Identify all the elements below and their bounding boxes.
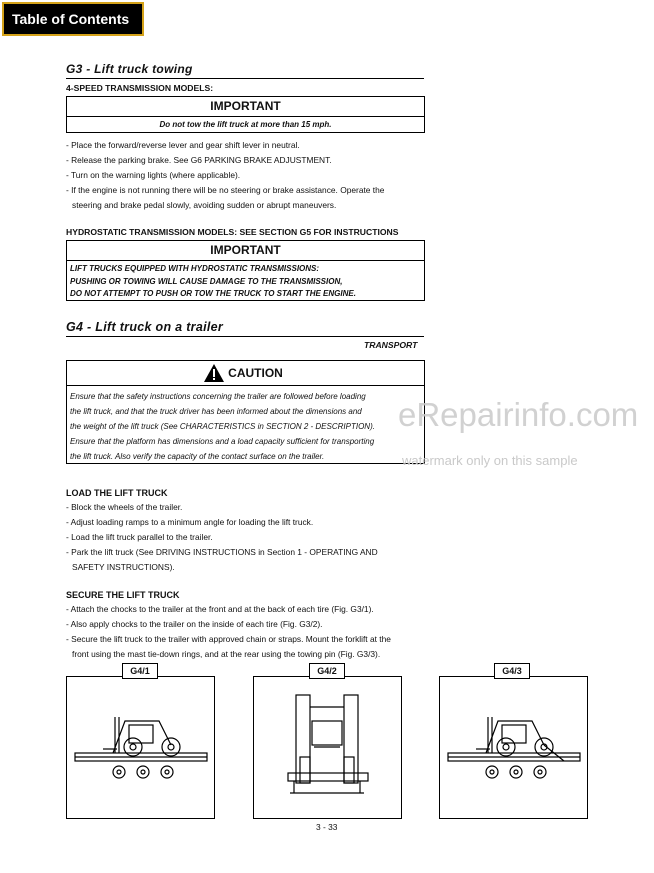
watermark-site: eRepairinfo.com — [398, 396, 639, 433]
figure-g4-1 — [66, 676, 215, 819]
forklift-side-trailer-illustration — [440, 677, 587, 818]
forklift-rear-trailer-illustration — [254, 677, 401, 818]
caution-line: Ensure that the safety instructions concerning the trailer are followed before loading — [70, 392, 366, 401]
important-text: Do not tow the lift truck at more than 15 mph. — [159, 120, 332, 129]
list-item: - Release the parking brake. See G6 PARKING BRAKE ADJUSTMENT. — [66, 155, 332, 165]
table-of-contents-button[interactable]: Table of Contents — [2, 2, 144, 36]
figure-g4-2 — [253, 676, 402, 819]
important-heading: IMPORTANT — [67, 97, 424, 117]
page-number: 3 - 33 — [316, 822, 338, 832]
important-line: DO NOT ATTEMPT TO PUSH OR TOW THE TRUCK TO START THE ENGINE. — [70, 289, 356, 298]
hydrostatic-subheading: HYDROSTATIC TRANSMISSION MODELS: SEE SECTION G5 FOR INSTRUCTIONS — [66, 227, 399, 237]
caution-header — [67, 361, 424, 386]
important-hydrostatic-text — [67, 261, 424, 303]
load-heading: LOAD THE LIFT TRUCK — [66, 488, 168, 498]
watermark-note: watermark only on this sample — [402, 453, 578, 468]
list-item: - Turn on the warning lights (where applicable). — [66, 170, 241, 180]
caution-heading: CAUTION — [228, 366, 283, 380]
important-line: LIFT TRUCKS EQUIPPED WITH HYDROSTATIC TRANSMISSIONS: — [70, 264, 320, 273]
figure-label: G4/2 — [309, 663, 345, 679]
important-box-towing — [66, 96, 425, 133]
forklift-side-trailer-illustration — [67, 677, 214, 818]
list-item: - Secure the lift truck to the trailer with approved chain or straps. Mount the forklift at the — [66, 634, 391, 644]
figure-g4-3 — [439, 676, 588, 819]
list-item: - Adjust loading ramps to a minimum angle for loading the lift truck. — [66, 517, 314, 527]
g3-steps-list — [66, 138, 384, 213]
caution-line: the lift truck. Also verify the capacity of the contact surface on the trailer. — [70, 452, 325, 461]
caution-box — [66, 360, 425, 464]
g3-subheading: 4-SPEED TRANSMISSION MODELS: — [66, 83, 214, 93]
important-box-hydrostatic — [66, 240, 425, 301]
list-item: SAFETY INSTRUCTIONS). — [72, 562, 175, 572]
g4-section-title: G4 - Lift truck on a trailer — [66, 320, 224, 334]
list-item: - Load the lift truck parallel to the trailer. — [66, 532, 213, 542]
g4-title-rule — [66, 336, 424, 337]
secure-steps-list — [66, 602, 391, 662]
figure-label: G4/1 — [122, 663, 158, 679]
list-item: front using the mast tie-down rings, and at the rear using the towing pin (Fig. G3/3). — [72, 649, 381, 659]
caution-line: the weight of the lift truck (See CHARACTERISTICS in SECTION 2 - DESCRIPTION). — [70, 422, 375, 431]
figure-label: G4/3 — [494, 663, 530, 679]
list-item: steering and brake pedal slowly, avoiding sudden or abrupt maneuvers. — [72, 200, 337, 210]
important-heading: IMPORTANT — [67, 241, 424, 261]
caution-line: Ensure that the platform has dimensions and a load capacity sufficient for transporting — [70, 437, 375, 446]
list-item: - Attach the chocks to the trailer at the front and at the back of each tire (Fig. G3/1). — [66, 604, 374, 614]
list-item: - Park the lift truck (See DRIVING INSTRUCTIONS in Section 1 - OPERATING AND — [66, 547, 378, 557]
caution-line: the lift truck, and that the truck driver has been informed about the dimensions and — [70, 407, 362, 416]
caution-text — [67, 386, 424, 466]
transport-label: TRANSPORT — [364, 340, 418, 350]
list-item: - If the engine is not running there will be no steering or brake assistance. Operate the — [66, 185, 385, 195]
list-item: - Place the forward/reverse lever and gear shift lever in neutral. — [66, 140, 300, 150]
important-line: PUSHING OR TOWING WILL CAUSE DAMAGE TO THE TRANSMISSION, — [70, 276, 343, 286]
load-steps-list — [66, 500, 378, 575]
list-item: - Also apply chocks to the trailer on the inside of each tire (Fig. G3/2). — [66, 619, 323, 629]
g3-title-rule — [66, 78, 424, 79]
warning-triangle-icon — [203, 363, 225, 391]
list-item: - Block the wheels of the trailer. — [66, 502, 183, 512]
g3-section-title: G3 - Lift truck towing — [66, 62, 193, 76]
secure-heading: SECURE THE LIFT TRUCK — [66, 590, 180, 600]
